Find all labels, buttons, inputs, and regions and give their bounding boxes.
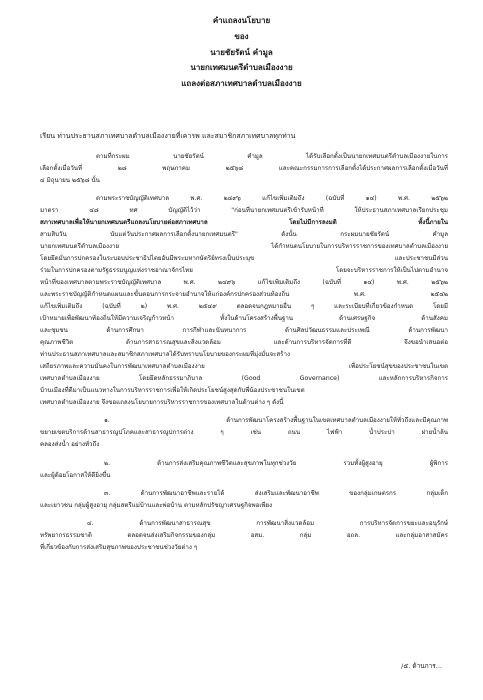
text-line: ๔ มิถุนายน ๒๕๖๘ นั้น (40, 177, 100, 184)
mayor-name: นายชัยรัตน์ คำมูล (210, 47, 273, 57)
text-line: และพระราชบัญญัติกำหนดแผนและขั้นตอนการกระจายอำนาจให้แก่องค์กรปกครองส่วนท้องถิ่น พ.ศ. ๒๕๔๒ (40, 291, 448, 299)
paragraph-legal-basis (40, 193, 448, 409)
text-line: สามสิบวัน นับแต่วันประกาศผลการเลือกตั้งนายกเทศมนตรี" ดังนั้น กระผมนายชัยรัตน์ คำมูล (40, 231, 448, 239)
text-line: ที่เกี่ยวข้องกับการส่งเสริมสุขภาพของประชาชนช่วงวัยต่าง ๆ (40, 543, 198, 551)
text-line: และผู้ด้อยโอกาสให้ดียิ่งขึ้น (40, 471, 111, 479)
text-line: ๑. ด้านการพัฒนาโครงสร้างพื้นฐานในเขตเทศบาลตำบลเมืองงายให้ทั่วถึงและมีคุณภาพ (104, 417, 448, 425)
policy-item-2 (40, 458, 448, 482)
text-line: ๒. ด้านการส่งเสริมคุณภาพชีวิตและสุขภาพในทุกช่วงวัย รวมทั้งผู้สูงอายุ ผู้พิการ (104, 459, 448, 467)
text-line: โดยยึดมั่นการปกครองในระบอบประชาธิปไตยอันมีพระมหากษัตริย์ทรงเป็นประมุข และประชาชนมีส่วน (40, 255, 448, 263)
text-line: เทศบาลตำบลเมืองงาย จึงขอแถลงนโยบายการบริหารราชการของเทศบาลในด้านต่าง ๆ ดังนี้ (40, 399, 284, 407)
text-line: บ้านเมืองที่ดีมาเป็นแนวทางในการบริหารราชการเพื่อให้เกิดประโยชน์สูงสุดกับพี่น้องประชาชนในเขต (40, 387, 305, 395)
text-line: เสถียรภาพและความมั่นคงในการพัฒนาเทศบาลตำบลเมืองงาย เพื่อประโยชน์สุขของประชาชนในเขต (40, 363, 448, 371)
text-line: ท่านประธานสภาเทศบาลและสมาชิกสภาเทศบาลได้รับทราบนโยบายของกระผมที่มุ่งมั่นจะสร้าง (40, 351, 290, 359)
text-line: แก้ไขเพิ่มเติมถึง (ฉบับที่ ๒) พ.ศ. ๒๕๔๙ ตลอดจนกฎหมายอื่น ๆ และระเบียบที่เกี่ยวข้องกำหนด โดยมี (40, 303, 448, 311)
text-line: และเยาวชน กลุ่มผู้สูงอายุ กลุ่มสตรีแม่บ้านและพ่อบ้าน ตามหลักปรัชญาเศรษฐกิจพอเพียง (40, 501, 273, 509)
text-line: หน้าที่ของเทศบาลตามพระราชบัญญัติเทศบาล พ.ศ. ๒๔๙๖ แก้ไขเพิ่มเติมถึง (ฉบับที่ ๑๔) พ.ศ. ๒๕๖๒ (40, 279, 448, 287)
text-line: เป้าหมายเพื่อพัฒนาท้องถิ่นให้มีความเจริญก้าวหน้า ทั้งในด้านโครงสร้างพื้นฐาน ด้านเศรษฐกิจ ด้านสังคม (40, 315, 448, 323)
policy-item-3 (40, 488, 448, 512)
text-line: ตามพระราชบัญญัติเทศบาล พ.ศ. ๒๔๙๖ แก้ไขเพิ่มเติมถึง (ฉบับที่ ๑๔) พ.ศ. ๒๕๖๒ (96, 195, 448, 203)
text-line: ๔. ด้านการพัฒนาสาธารณสุข การพัฒนาสิ่งแวดล้อม การบริหารจัดการขยะและอนุรักษ์ (87, 519, 448, 527)
text-line: เลือกตั้งเมื่อวันที่ ๒๘ พฤษภาคม ๒๕๖๘ และคณะกรรมการการเลือกตั้งได้ประกาศผลการเลือกตั้งเมื่อวันที่ (40, 165, 448, 172)
addressee-line: แถลงต่อสภาเทศบาลตำบลเมืองงาย (181, 79, 302, 89)
text-line: ทรัพยากรธรรมชาติ ตลอดจนส่งเสริมกิจกรรมของกลุ่ม อสม. กลุ่ม อถล. และกลุ่มอาสาสมัคร (40, 531, 448, 539)
document-body (40, 151, 448, 560)
text-line: คลองส่งน้ำ อย่างทั่วถึง (40, 441, 100, 449)
header-of: ของ (234, 31, 249, 41)
text-line: ตามที่กระผม นายชัยรัตน์ คำมูล ได้รับเลือกตั้งเป็นนายกเทศมนตรีตำบลเมืองงายในการ (96, 153, 448, 160)
text-line: เทศบาลตำบลเมืองงาย โดยยึดหลักธรรมาภิบาล (Good Governance) และหลักการบริหารกิจการ (40, 375, 448, 383)
text-line: คุณภาพชีวิต ด้านการสาธารณสุขและสิ่งแวดล้อม และด้านการบริหารจัดการที่ดี จึงขอนำเสนอต่อ (40, 339, 448, 347)
text-line: ร่วมในการปกครองตามรัฐธรรมนูญแห่งราชอาณาจักรไทย โดยจะบริหารราชการให้เป็นไปตามอำนาจ (40, 267, 448, 275)
policy-item-4 (40, 518, 448, 554)
policy-item-1 (40, 415, 448, 451)
paragraph-election (40, 151, 448, 187)
document-header (0, 13, 483, 92)
text-line: ๓. ด้านการพัฒนาอาชีพและรายได้ ส่งเสริมและพัฒนาอาชีพ ของกลุ่มเกษตรกร กลุ่มเด็ก (104, 489, 448, 497)
text-line: สภาเทศบาลเพื่อให้นายกเทศมนตรีแถลงนโยบายต่อสภาเทศบาล โดยไม่มีการลงมติ ทั้งนี้ภายใน (40, 219, 448, 227)
mayor-position: นายกเทศมนตรีตำบลเมืองงาย (190, 63, 293, 73)
text-line: มาตรา ๔๘ ทศ บัญญัติไว้ว่า "ก่อนที่นายกเทศมนตรีเข้ารับหน้าที่ ให้ประธานสภาเทศบาลเรียกประชุม (40, 207, 448, 215)
text-line: นายกเทศมนตรีตำบลเมืองงาย ได้กำหนดนโยบายในการบริหารราชการของเทศบาลตำบลเมืองงาย (40, 243, 448, 251)
document-title: คำแถลงนโยบาย (212, 16, 271, 25)
text-line: ขยายเขตบริการด้านสาธารณูปโภคและสาธารณูปการต่าง ๆ เช่น ถนน ไฟฟ้า น้ำประปา ฝายน้ำล้น (40, 429, 448, 437)
text-line: และชุมชน ด้านการศึกษา การกีฬาและนันทนาการ ด้านศิลปวัฒนธรรมและประเพณี ด้านการพัฒนา (40, 327, 448, 335)
continuation-marker: /๕. ด้านการ... (401, 662, 442, 670)
salutation: เรียน ท่านประธานสภาเทศบาลตำบลเมืองงายที่เคารพ และสมาชิกสภาเทศบาลทุกท่าน (40, 132, 296, 140)
